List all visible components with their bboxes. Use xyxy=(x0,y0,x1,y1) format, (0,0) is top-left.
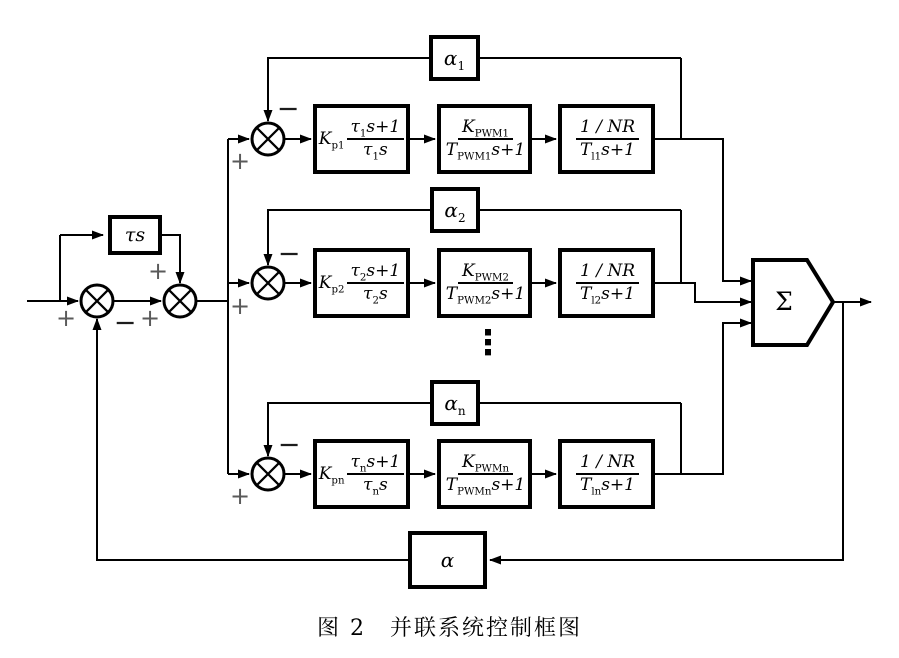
pi-controller-block-n xyxy=(313,439,410,509)
minus-sign-channel-2: − xyxy=(277,238,301,270)
pwm-block-n xyxy=(437,439,532,509)
filter-formula: $\frac{1 / NR}{T_{l2}s+1}$ xyxy=(576,262,639,303)
load-filter-block-1 xyxy=(558,104,655,174)
summer-sigma-label: Σ xyxy=(775,287,793,316)
sum-junction-channel-1 xyxy=(252,123,284,155)
plus-sign-main-2: + xyxy=(139,304,161,332)
filter-formula: $\frac{1 / NR}{T_{ln}s+1}$ xyxy=(576,453,639,494)
pwm-block-1 xyxy=(437,104,532,174)
feedback-gain-block-2: $\alpha_2$ xyxy=(430,187,480,233)
feedback-gain-block-1: $\alpha_1$ xyxy=(429,35,480,81)
sum-junction-channel-n xyxy=(252,458,284,490)
load-filter-block-2 xyxy=(558,248,655,318)
derivative-block: τs xyxy=(108,215,162,255)
filter-formula: $\frac{1 / NR}{T_{l1}s+1}$ xyxy=(576,118,639,159)
feedback-gain-block-n: $\alpha_n$ xyxy=(430,380,480,426)
minus-sign-channel-1: − xyxy=(276,93,300,125)
pi-formula: $K_{p2}$ $\frac{\tau_2s+1}{\tau_2s}$ xyxy=(319,262,404,303)
plus-sign-channel-n: + xyxy=(229,482,251,510)
plus-sign-derivative: + xyxy=(147,257,169,285)
pwm-formula: $\frac{K_{PWM2}}{T_{PWM2}s+1}$ xyxy=(445,261,526,307)
pi-controller-block-2 xyxy=(313,248,410,318)
pi-controller-block-1 xyxy=(313,104,410,174)
minus-sign-main-1: − xyxy=(113,307,137,339)
pwm-formula: $\frac{K_{PWMn}}{T_{PWMn}s+1}$ xyxy=(445,452,526,498)
main-feedback-block: α xyxy=(408,531,487,589)
sum-junction-channel-2 xyxy=(252,267,284,299)
pi-formula: $K_{p1}$ $\frac{\tau_1s+1}{\tau_1s}$ xyxy=(319,118,404,159)
figure-caption: 图 2 并联系统控制框图 xyxy=(317,616,582,641)
plus-sign-main-1: + xyxy=(55,304,77,332)
sum-junction-main-2 xyxy=(164,285,196,317)
plus-sign-channel-2: + xyxy=(229,292,251,320)
ellipsis-dots: ⋮ xyxy=(471,323,505,363)
load-filter-block-n xyxy=(558,439,655,509)
sum-junction-main-1 xyxy=(81,285,113,317)
pwm-block-2 xyxy=(437,248,532,318)
pi-formula: $K_{pn}$ $\frac{\tau_ns+1}{\tau_ns}$ xyxy=(319,453,405,494)
pwm-formula: $\frac{K_{PWM1}}{T_{PWM1}s+1}$ xyxy=(445,117,526,163)
plus-sign-channel-1: + xyxy=(229,147,251,175)
sum-junctions xyxy=(81,123,284,490)
minus-sign-channel-n: − xyxy=(277,429,301,461)
